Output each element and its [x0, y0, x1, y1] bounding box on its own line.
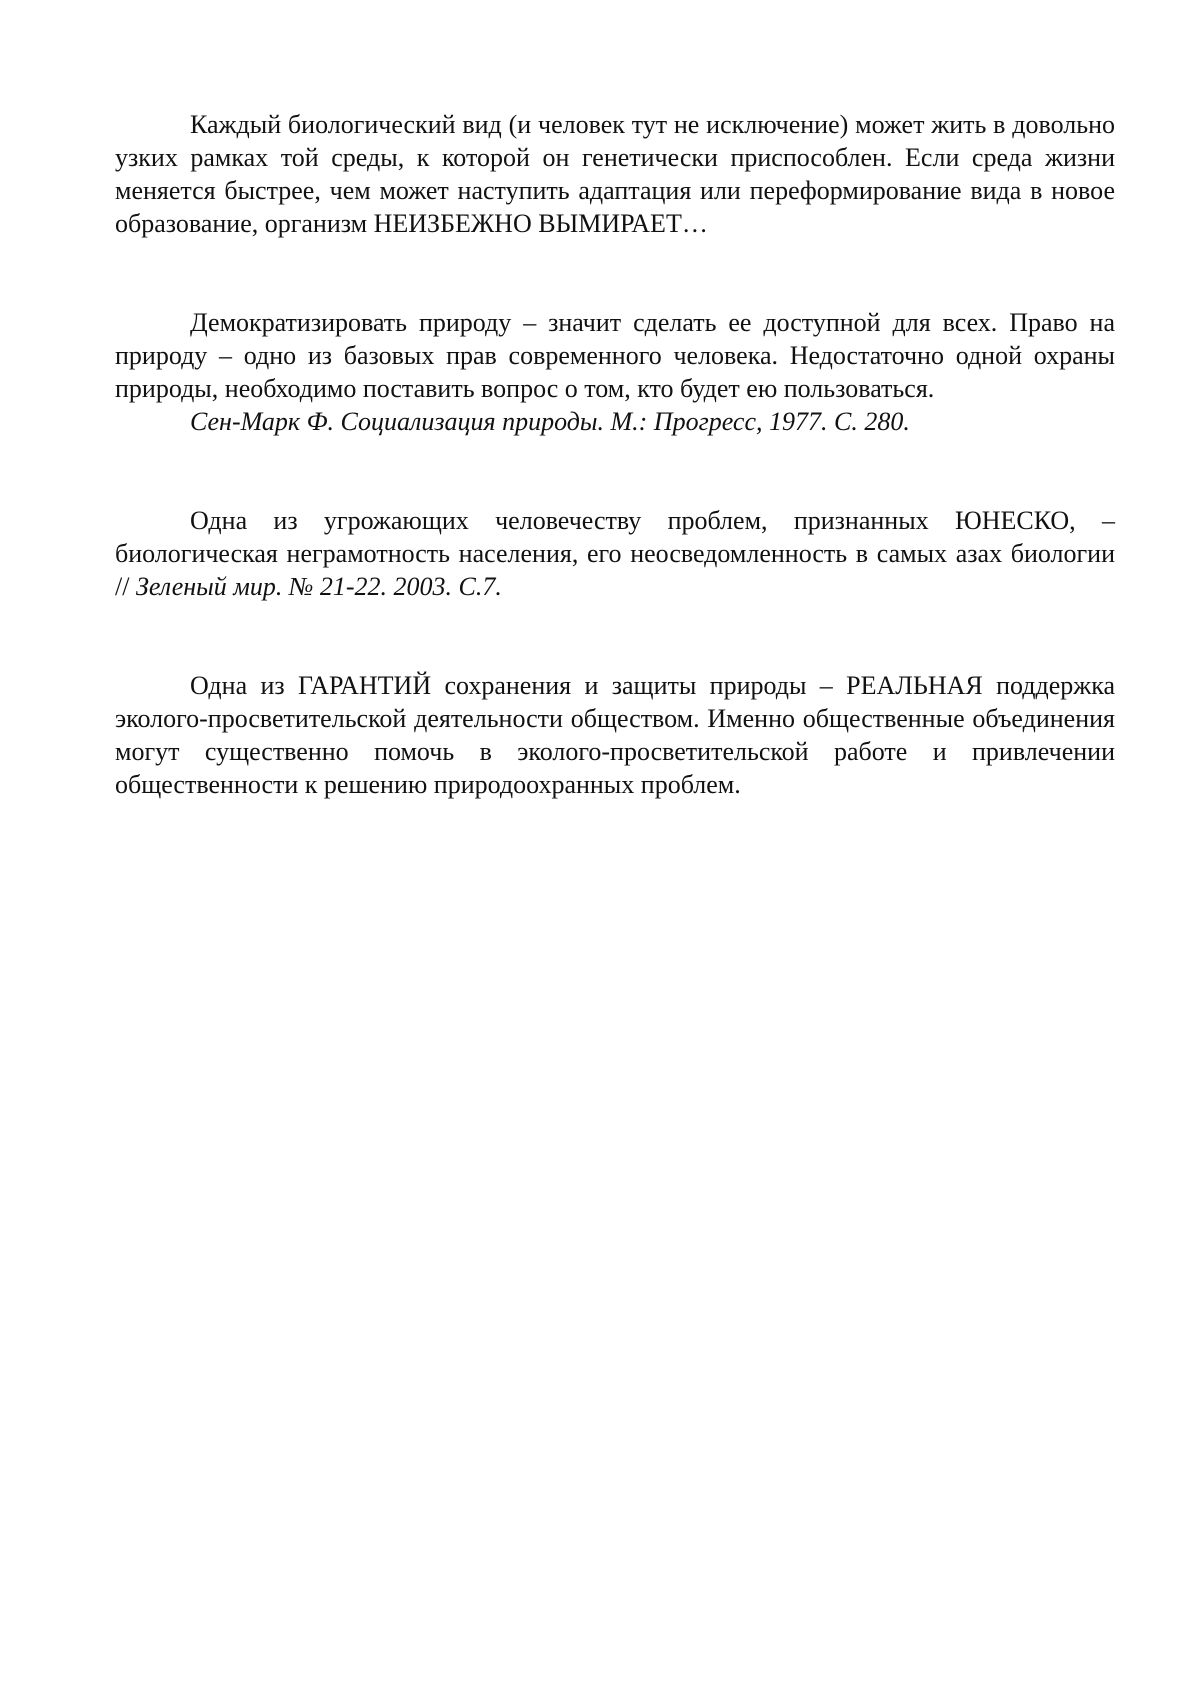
- paragraph-spacer: [115, 240, 1115, 306]
- citation-saint-marc: Сен-Марк Ф. Социализация природы. М.: Прогресс, 1977. С. 280.: [190, 407, 910, 436]
- document-page: [115, 108, 1115, 801]
- paragraph-spacer: [115, 603, 1115, 669]
- paragraph-biological-illiteracy-text: Одна из угрожающих человечеству проблем, признанных ЮНЕСКО, – биологическая неграмотность населения, его неосведомленность в самых азах биологии //: [115, 506, 1115, 601]
- paragraph-nature-protection-guarantees: Одна из ГАРАНТИЙ сохранения и защиты природы – РЕАЛЬНАЯ поддержка эколого-просветительской деятельности обществом. Именно общественные объединения могут существенно помочь в эколого-просветительской работе и привлечении общественности к решению природоохранных проблем.: [115, 671, 1115, 799]
- paragraph-species-adaptation: Каждый биологический вид (и человек тут не исключение) может жить в довольно узких рамках той среды, к которой он генетически приспособлен. Если среда жизни меняется быстрее, чем может наступить адаптация или переформирование вида в новое образование, организм НЕИЗБЕЖНО ВЫМИРАЕТ…: [115, 110, 1115, 238]
- citation-green-world: Зеленый мир. № 21-22. 2003. С.7.: [135, 572, 502, 601]
- paragraph-democratize-nature: Демократизировать природу – значит сделать ее доступной для всех. Право на природу – одно из базовых прав современного человека. Недостаточно одной охраны природы, необходимо поставить вопрос о том, кто будет ею пользоваться.: [115, 308, 1115, 403]
- paragraph-biological-illiteracy: [115, 504, 1115, 603]
- paragraph-spacer: [115, 438, 1115, 504]
